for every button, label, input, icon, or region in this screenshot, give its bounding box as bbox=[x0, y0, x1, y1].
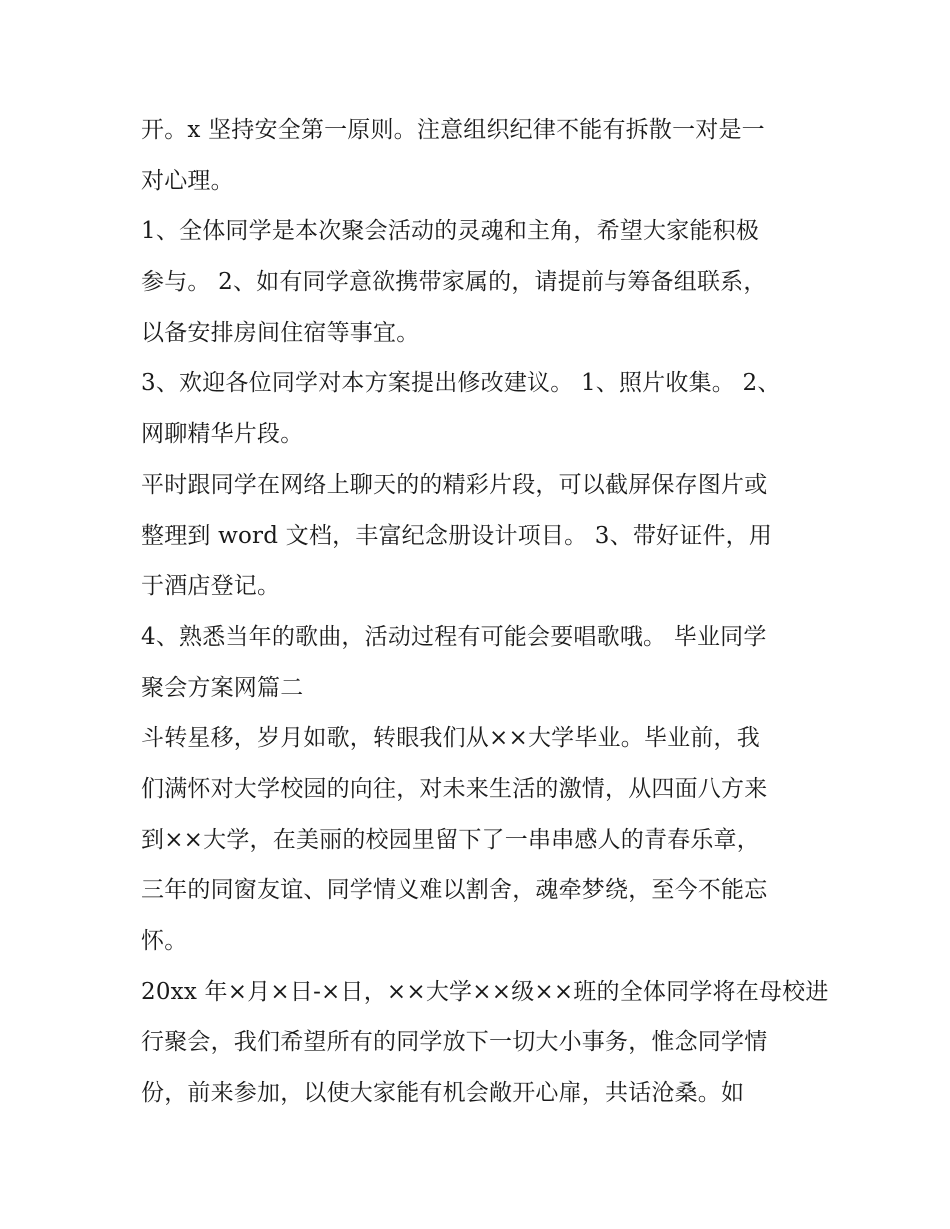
text-line: 网聊精华片段。 bbox=[141, 421, 304, 448]
text-line: 三年的同窗友谊、同学情义难以割舍，魂牵梦绕，至今不能忘 bbox=[141, 877, 768, 904]
text-line: 怀。 bbox=[141, 928, 188, 954]
text-line: 参与。 2、如有同学意欲携带家属的，请提前与筹备组联系， bbox=[141, 269, 767, 296]
text-line: 对心理。 bbox=[141, 167, 234, 194]
text-line: 以备安排房间住宿等事宜。 bbox=[141, 319, 420, 346]
text-line: 聚会方案网篇二 bbox=[141, 674, 304, 701]
text-line: 于酒店登记。 bbox=[141, 573, 281, 600]
text-line: 们满怀对大学校园的向往，对未来生活的激情，从四面八方来 bbox=[141, 775, 768, 802]
text-line: 20xx 年×月×日-×日，××大学××级××班的全体同学将在母校进 bbox=[141, 978, 829, 1005]
text-line: 行聚会，我们希望所有的同学放下一切大小事务，惟念同学情 bbox=[141, 1029, 768, 1056]
text-line: 4、熟悉当年的歌曲，活动过程有可能会要唱歌哦。 毕业同学 bbox=[141, 623, 767, 650]
document-body bbox=[141, 105, 829, 1119]
text-line: 1、全体同学是本次聚会活动的灵魂和主角，希望大家能积极 bbox=[141, 218, 760, 245]
text-line: 份，前来参加，以使大家能有机会敞开心扉，共话沧桑。如 bbox=[141, 1080, 745, 1107]
text-line: 3、欢迎各位同学对本方案提出修改建议。 1、照片收集。 2、 bbox=[141, 370, 781, 397]
text-line: 开。x 坚持安全第一原则。注意组织纪律不能有拆散一对是一 bbox=[141, 117, 765, 143]
text-line: 斗转星移，岁月如歌，转眼我们从××大学毕业。毕业前，我 bbox=[141, 725, 760, 752]
text-line: 平时跟同学在网络上聊天的的精彩片段，可以截屏保存图片或 bbox=[141, 471, 768, 498]
text-line: 到××大学，在美丽的校园里留下了一串串感人的青春乐章， bbox=[141, 826, 760, 853]
text-line: 整理到 word 文档，丰富纪念册设计项目。 3、带好证件，用 bbox=[141, 522, 773, 549]
